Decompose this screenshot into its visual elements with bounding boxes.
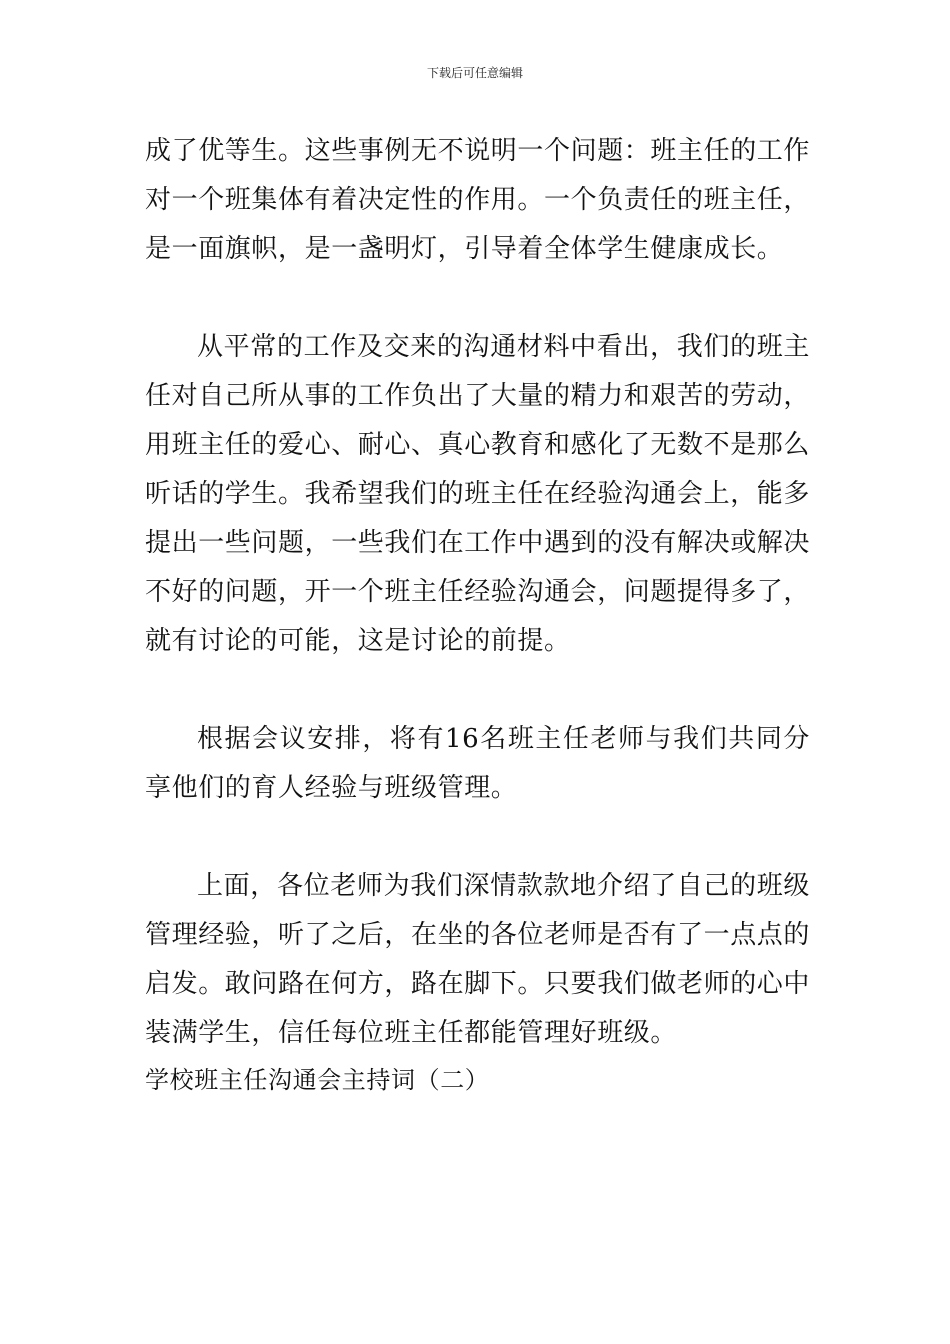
section-heading: 学校班主任沟通会主持词（二） (145, 1066, 490, 1094)
paragraph-continuation: 成了优等生。这些事例无不说明一个问题：班主任的工作对一个班集体有着决定性的作用。一个负责任的班主任，是一面旗帜，是一盏明灯，引导着全体学生健康成长。 (145, 136, 811, 264)
page-header: 下载后可任意编辑 (426, 66, 523, 80)
paragraph: 上面，各位老师为我们深情款款地介绍了自己的班级管理经验，听了之后，在坐的各位老师是否有了一点点的启发。敢问路在何方，路在脚下。只要我们做老师的心中装满学生，信任每位班主任都能管理好班级。 (145, 871, 811, 1048)
paragraph: 从平常的工作及交来的沟通材料中看出，我们的班主任对自己所从事的工作负出了大量的精力和艰苦的劳动，用班主任的爱心、耐心、真心教育和感化了无数不是那么听话的学生。我希望我们的班主任在经验沟通会上，能多提出一些问题，一些我们在工作中遇到的没有解决或解决不好的问题，开一个班主任经验沟通会，问题提得多了，就有讨论的可能，这是讨论的前提。 (145, 332, 811, 656)
document-body (145, 127, 810, 1102)
paragraph: 根据会议安排，将有16名班主任老师与我们共同分享他们的育人经验与班级管理。 (145, 724, 810, 803)
